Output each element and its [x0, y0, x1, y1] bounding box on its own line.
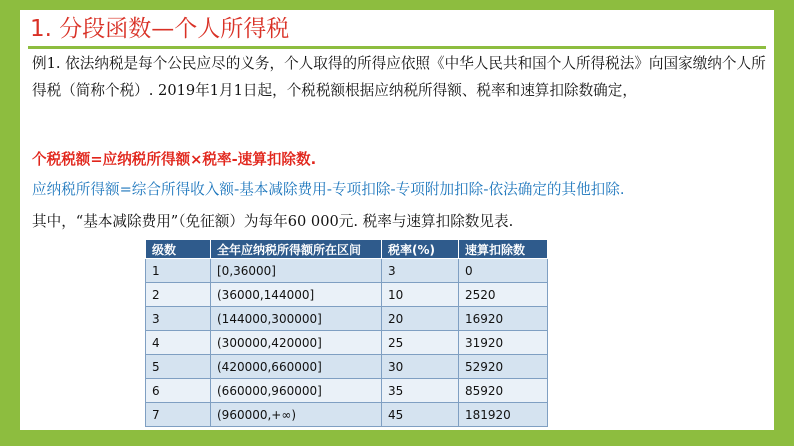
- example-paragraph: 例1. 依法纳税是每个公民应尽的义务，个人取得的所得应依照《中华人民共和国个人所得税法》向国家缴纳个人所得税（简称个税）. 2019年1月1日起，个税税额根据应纳税所得额、税率和速算扣除数确定，: [32, 55, 766, 99]
- cell-range: (420000,660000]: [211, 355, 382, 379]
- cell-deduction: 0: [459, 259, 548, 283]
- cell-range: [0,36000]: [211, 259, 382, 283]
- table-row: [146, 307, 548, 331]
- cell-rate: 10: [382, 283, 459, 307]
- exemption-note: 其中，“基本减除费用”（免征额）为每年60 000元. 税率与速算扣除数见表.: [32, 213, 514, 230]
- tax-rate-table: [145, 239, 548, 427]
- slide: [20, 10, 774, 430]
- slide-title: 1. 分段函数—个人所得税: [30, 16, 290, 42]
- taxable-income-formula: 应纳税所得额=综合所得收入额-基本减除费用-专项扣除-专项附加扣除-依法确定的其他扣除.: [32, 181, 625, 198]
- cell-level: 4: [146, 331, 211, 355]
- cell-range: (36000,144000]: [211, 283, 382, 307]
- cell-deduction: 52920: [459, 355, 548, 379]
- header-tax-rate: 税率(%): [382, 240, 459, 259]
- cell-deduction: 2520: [459, 283, 548, 307]
- header-quick-deduction: 速算扣除数: [459, 240, 548, 259]
- table-row: [146, 355, 548, 379]
- cell-level: 6: [146, 379, 211, 403]
- cell-range: (960000,+∞): [211, 403, 382, 427]
- cell-rate: 45: [382, 403, 459, 427]
- table-row: [146, 259, 548, 283]
- cell-rate: 20: [382, 307, 459, 331]
- table-row: [146, 331, 548, 355]
- cell-level: 1: [146, 259, 211, 283]
- cell-rate: 30: [382, 355, 459, 379]
- cell-level: 7: [146, 403, 211, 427]
- cell-level: 3: [146, 307, 211, 331]
- cell-deduction: 16920: [459, 307, 548, 331]
- cell-level: 5: [146, 355, 211, 379]
- cell-deduction: 31920: [459, 331, 548, 355]
- tax-formula: 个税税额=应纳税所得额×税率-速算扣除数.: [32, 151, 317, 168]
- cell-range: (144000,300000]: [211, 307, 382, 331]
- cell-level: 2: [146, 283, 211, 307]
- header-income-range: 全年应纳税所得额所在区间: [211, 240, 382, 259]
- table-row: [146, 403, 548, 427]
- table-header-row: [146, 240, 548, 259]
- cell-rate: 35: [382, 379, 459, 403]
- header-level: 级数: [146, 240, 211, 259]
- table-row: [146, 379, 548, 403]
- cell-rate: 3: [382, 259, 459, 283]
- cell-range: (300000,420000]: [211, 331, 382, 355]
- title-divider: [28, 46, 766, 49]
- cell-deduction: 85920: [459, 379, 548, 403]
- table-row: [146, 283, 548, 307]
- cell-deduction: 181920: [459, 403, 548, 427]
- cell-range: (660000,960000]: [211, 379, 382, 403]
- cell-rate: 25: [382, 331, 459, 355]
